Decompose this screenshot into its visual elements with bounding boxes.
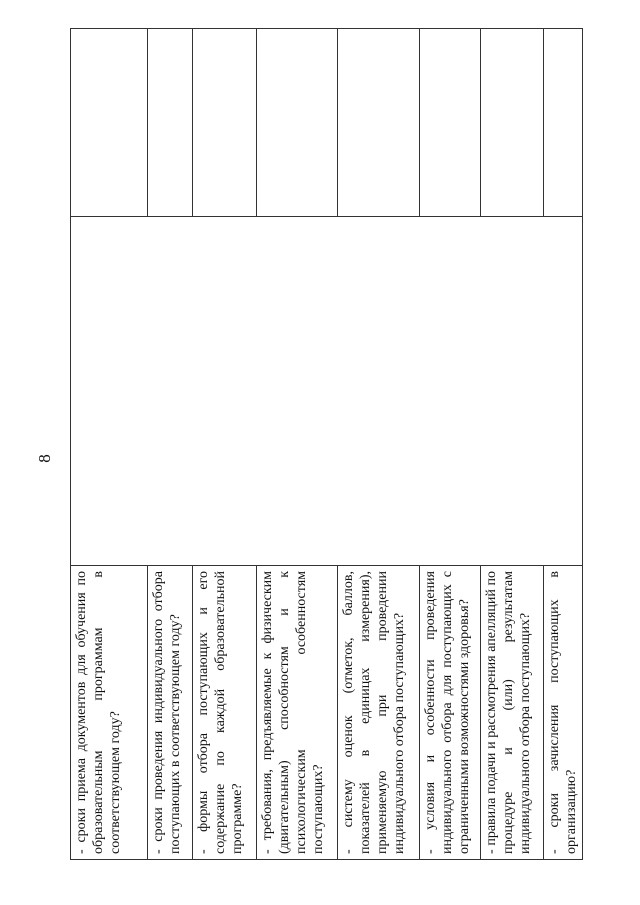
mark-cell	[257, 29, 338, 217]
answer-cell	[420, 217, 481, 566]
table-row	[193, 29, 257, 860]
table-row	[148, 29, 193, 860]
question-cell: - систему оценок (отметок, баллов, показателей в единицах измерения), применяемую при проведении индивидуального отбора поступающих?	[338, 566, 420, 860]
mark-cell	[544, 29, 583, 217]
criteria-table	[70, 28, 583, 860]
question-cell: - формы отбора поступающих и его содержание по каждой образовательной программе?	[193, 566, 257, 860]
table-row	[420, 29, 481, 860]
answer-cell	[257, 217, 338, 566]
mark-cell	[71, 29, 148, 217]
question-cell: - сроки зачисления поступающих в организацию?	[544, 566, 583, 860]
answer-cell	[481, 217, 544, 566]
mark-cell	[420, 29, 481, 217]
question-cell: - правила подачи и рассмотрения апелляций по процедуре и (или) результатам индивидуального отбора поступающих?	[481, 566, 544, 860]
mark-cell	[481, 29, 544, 217]
mark-cell	[338, 29, 420, 217]
answer-cell	[71, 217, 148, 566]
table-row	[338, 29, 420, 860]
answer-cell	[338, 217, 420, 566]
answer-cell	[148, 217, 193, 566]
table-row	[71, 29, 148, 860]
question-cell: - сроки приема документов для обучения по образовательным программам в соответствующем году?	[71, 566, 148, 860]
question-cell: - условия и особенности проведения индивидуального отбора для поступающих с ограниченными возможностями здоровья?	[420, 566, 481, 860]
mark-cell	[148, 29, 193, 217]
question-cell: - сроки проведения индивидуального отбора поступающих в соответствующем году?	[148, 566, 193, 860]
page-number: 8	[34, 454, 54, 463]
table-row	[481, 29, 544, 860]
table-row	[257, 29, 338, 860]
question-cell: - требования, предъявляемые к физическим (двигательным) способностям и к психологическим особенностям поступающих?	[257, 566, 338, 860]
answer-cell	[193, 217, 257, 566]
table-row	[544, 29, 583, 860]
mark-cell	[193, 29, 257, 217]
answer-cell	[544, 217, 583, 566]
